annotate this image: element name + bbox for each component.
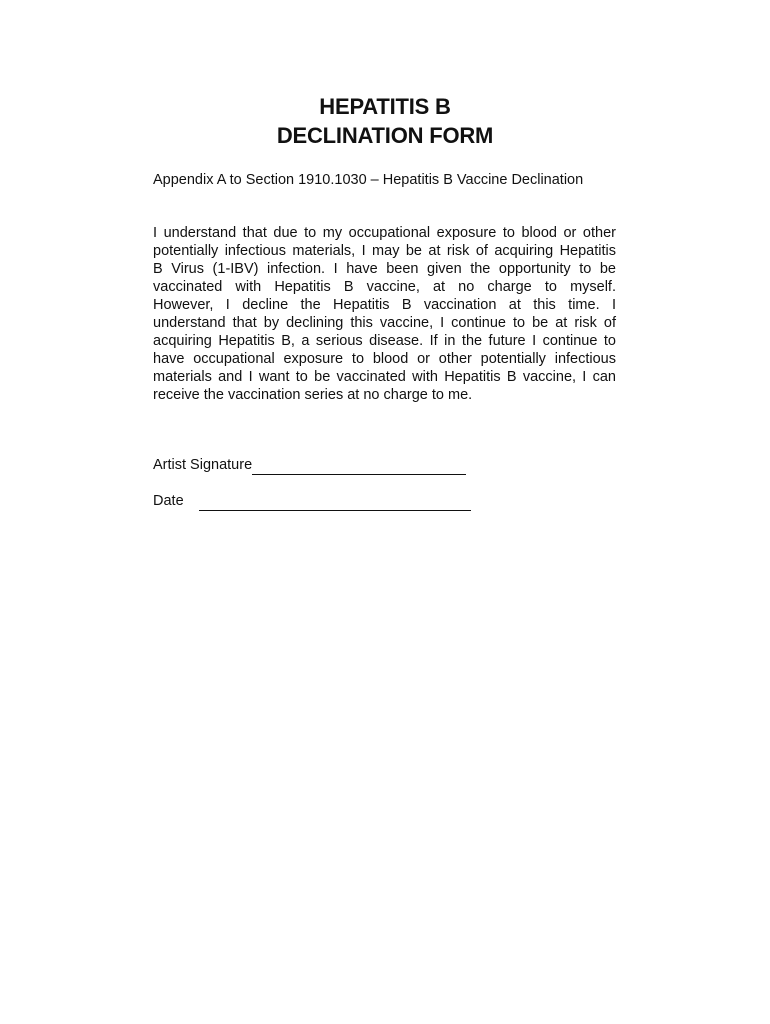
statement-line: materials and I want to be vaccinated with Hepatitis B vaccine, I can <box>153 369 616 385</box>
date-field[interactable] <box>199 496 471 511</box>
statement-line: potentially infectious materials, I may be at risk of acquiring Hepatitis <box>153 243 616 259</box>
date-label: Date <box>153 493 184 509</box>
statement-line: acquiring Hepatitis B, a serious disease. If in the future I continue to <box>153 333 616 349</box>
statement-line: receive the vaccination series at no charge to me. <box>153 387 473 403</box>
statement-line: I understand that due to my occupational exposure to blood or other <box>153 225 616 241</box>
statement-line: understand that by declining this vaccine, I continue to be at risk of <box>153 315 616 331</box>
form-title-line-1: HEPATITIS B <box>319 94 451 119</box>
signature-label: Artist Signature <box>153 457 253 473</box>
form-subtitle: Appendix A to Section 1910.1030 – Hepatitis B Vaccine Declination <box>153 172 584 188</box>
statement-line: However, I decline the Hepatitis B vaccination at this time. I <box>153 297 616 313</box>
statement-line: have occupational exposure to blood or other potentially infectious <box>153 351 616 367</box>
statement-line: B Virus (1-IBV) infection. I have been given the opportunity to be <box>153 261 616 277</box>
date-row <box>153 491 471 511</box>
declination-statement <box>153 224 616 404</box>
signature-row <box>153 455 466 475</box>
statement-line: vaccinated with Hepatitis B vaccine, at no charge to myself. <box>153 279 616 295</box>
form-title-line-2: DECLINATION FORM <box>276 123 494 148</box>
signature-field[interactable] <box>252 460 466 475</box>
